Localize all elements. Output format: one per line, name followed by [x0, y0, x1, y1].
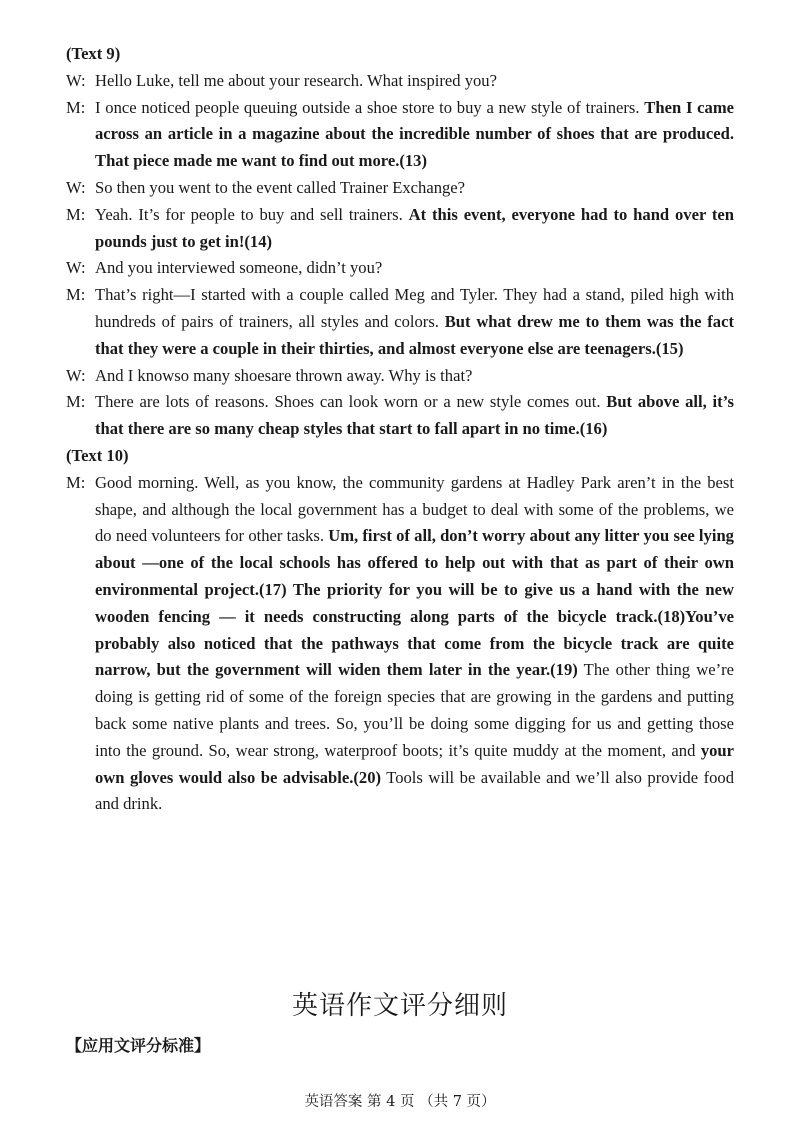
text9-heading: (Text 9): [66, 44, 121, 63]
text10-monologue: [66, 470, 734, 818]
speaker-label: W:: [66, 177, 86, 197]
turn-text-segment: The other thing we’re doing is getting rid of some of the foreign species that are growing in the gardens and putting back some native plants and trees. So, you’ll be doing some digging for us and getting those into the ground. So, wear strong, waterproof boots; it’s quite muddy at the moment, and: [95, 660, 734, 760]
speaker-label: M:: [66, 285, 86, 305]
dialogue-turn: [66, 95, 734, 175]
speaker-label: W:: [66, 70, 86, 90]
speaker-label: M:: [66, 472, 86, 492]
dialogue-turn: [66, 389, 734, 443]
speaker-label: W:: [66, 365, 86, 385]
dialogue-turn: [66, 470, 734, 818]
turn-text: [95, 202, 734, 256]
turn-text: [95, 363, 734, 390]
text10-heading: (Text 10): [66, 445, 129, 465]
turn-text-segment: Yeah. It’s for people to buy and sell trainers.: [95, 204, 409, 224]
speaker-label: W:: [66, 258, 86, 278]
page-footer: 英语答案 第 4 页 （共 7 页）: [304, 1094, 496, 1110]
dialogue-turn: [66, 363, 734, 390]
answer-highlight: Then I came across an article in a magazine about the incredible number of shoes that are produced. That piece made me want to find out more.(13): [95, 97, 735, 171]
answer-highlight: But what drew me to them was the fact that they were a couple in their thirties, and almost everyone else are teenagers.(15): [95, 311, 734, 358]
answer-highlight: But above all, it’s that there are so many cheap styles that start to fall apart in no time.(16): [95, 392, 735, 439]
turn-text: [95, 68, 734, 95]
turn-text-segment: And you interviewed someone, didn’t you?: [95, 258, 383, 278]
speaker-label: M:: [66, 204, 86, 224]
transcript: [66, 41, 734, 818]
section-title: 英语作文评分细则: [291, 991, 508, 1021]
turn-text: [95, 175, 734, 202]
turn-text-segment: There are lots of reasons. Shoes can look worn or a new style comes out.: [95, 392, 607, 412]
turn-text: [95, 95, 734, 175]
turn-text-segment: That’s right—I started with a couple called Meg and Tyler. They had a stand, piled high with hundreds of pairs of trainers, all styles and colors.: [95, 285, 734, 331]
dialogue-turn: [66, 68, 734, 95]
dialogue-turn: [66, 175, 734, 202]
dialogue-turn: [66, 255, 734, 282]
turn-text: [95, 282, 734, 362]
text9-dialogue: [66, 68, 734, 443]
turn-text-segment: Tools will be available and we’ll also provide food and drink.: [95, 767, 734, 814]
section-subtitle: 【应用文评分标准】: [66, 1036, 211, 1055]
turn-text-segment: I once noticed people queuing outside a shoe store to buy a new style of trainers.: [95, 97, 645, 117]
answer-highlight: At this event, everyone had to hand over ten pounds just to get in!(14): [95, 204, 735, 251]
speaker-label: M:: [66, 97, 86, 117]
speaker-label: M:: [66, 392, 86, 412]
turn-text-segment: Hello Luke, tell me about your research. What inspired you?: [95, 70, 497, 90]
dialogue-turn: [66, 202, 734, 256]
turn-text-segment: So then you went to the event called Trainer Exchange?: [95, 177, 466, 197]
dialogue-turn: [66, 282, 734, 362]
answer-highlight: Um, first of all, don’t worry about any litter you see lying about —one of the local schools has offered to help out with that as part of their own environmental project.(17) The priority for you will be to give us a hand with the new wooden fencing — it needs constructing along parts of the bicycle track.(18)You’ve probably also noticed that the pathways that come from the bicycle track are quite narrow, but the government will widen them later in the year.(19): [95, 526, 734, 680]
answer-highlight: your own gloves would also be advisable.(20): [95, 740, 734, 787]
turn-text-segment: And I knowso many shoesare thrown away. Why is that?: [95, 365, 473, 385]
turn-text: [95, 389, 734, 443]
turn-text: [95, 255, 734, 282]
turn-text: [95, 470, 734, 818]
turn-text-segment: Good morning. Well, as you know, the community gardens at Hadley Park aren’t in the best shape, and although the local government has a budget to deal with some of the problems, we do need volunteers for other tasks.: [95, 472, 734, 546]
